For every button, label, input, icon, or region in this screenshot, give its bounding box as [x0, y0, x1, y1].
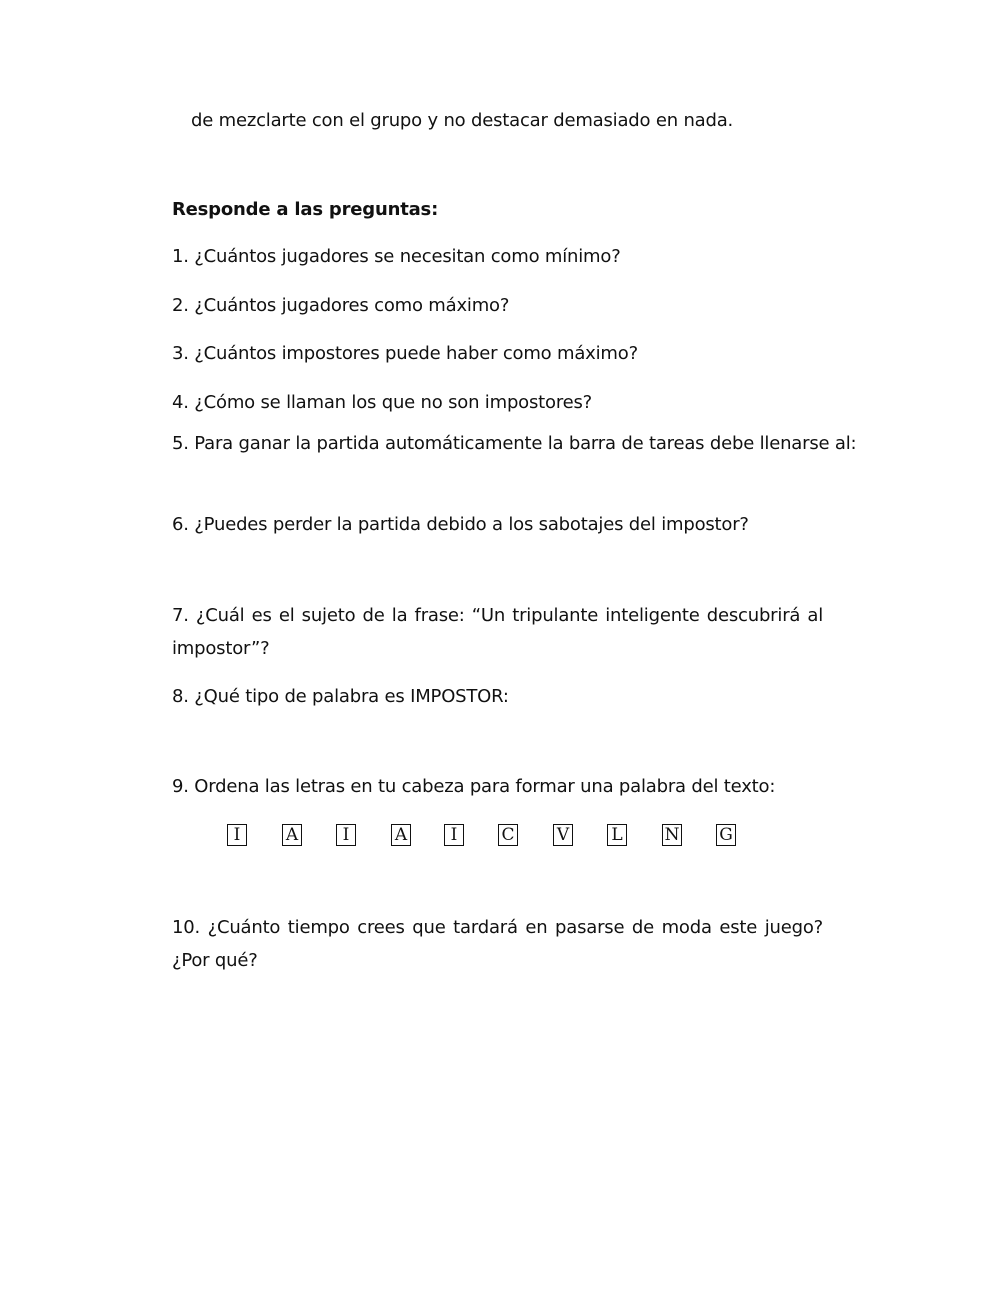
scrambled-letters-row	[0, 824, 1000, 850]
question-5: 5. Para ganar la partida automáticamente la barra de tareas debe llenarse al:	[172, 433, 857, 454]
letter-box: I	[227, 824, 247, 846]
question-10: 10. ¿Cuánto tiempo crees que tardará en pasarse de moda este juego? ¿Por qué?	[172, 917, 823, 971]
question-4: 4. ¿Cómo se llaman los que no son impostores?	[172, 392, 593, 413]
letter-box: A	[391, 824, 411, 846]
question-1: 1. ¿Cuántos jugadores se necesitan como mínimo?	[172, 246, 621, 267]
letter-box: L	[607, 824, 627, 846]
letter-box: A	[282, 824, 302, 846]
letter-box: G	[716, 824, 736, 846]
question-7: 7. ¿Cuál es el sujeto de la frase: “Un tripulante inteligente descubrirá al impostor”?	[172, 605, 823, 659]
letter-box: I	[444, 824, 464, 846]
question-3: 3. ¿Cuántos impostores puede haber como máximo?	[172, 343, 638, 364]
letter-box: C	[498, 824, 518, 846]
question-8: 8. ¿Qué tipo de palabra es IMPOSTOR:	[172, 686, 509, 707]
question-6: 6. ¿Puedes perder la partida debido a los sabotajes del impostor?	[172, 514, 749, 535]
question-2: 2. ¿Cuántos jugadores como máximo?	[172, 295, 510, 316]
questions-heading: Responde a las preguntas:	[172, 199, 439, 220]
intro-tail-text: de mezclarte con el grupo y no destacar demasiado en nada.	[191, 110, 734, 131]
letter-box: I	[336, 824, 356, 846]
question-9: 9. Ordena las letras en tu cabeza para formar una palabra del texto:	[172, 776, 776, 797]
letter-box: N	[662, 824, 682, 846]
letter-box: V	[553, 824, 573, 846]
